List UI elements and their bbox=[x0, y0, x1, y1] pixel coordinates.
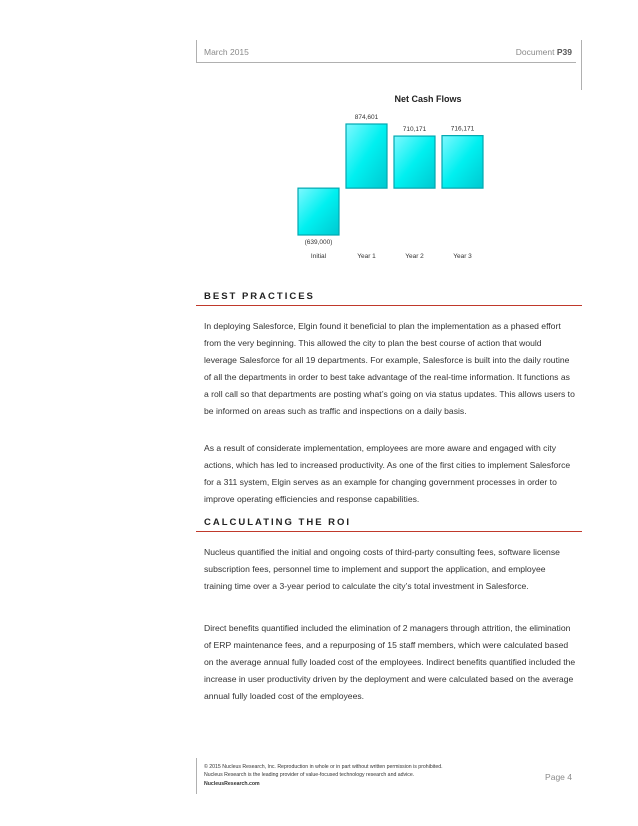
chart-category-label: Year 3 bbox=[453, 253, 472, 260]
header-rule bbox=[196, 62, 576, 63]
footer-tagline: Nucleus Research is the leading provider of value-focused technology research and advice. bbox=[204, 772, 415, 779]
chart-category-label: Year 2 bbox=[405, 253, 424, 260]
section-rule bbox=[196, 531, 582, 532]
header-right-rule bbox=[581, 40, 582, 90]
chart-bar-year-2 bbox=[394, 136, 435, 188]
chart-category-labels bbox=[311, 253, 472, 260]
header-left-rule bbox=[196, 40, 197, 62]
section-heading-calculating-roi: CALCULATING THE ROI bbox=[204, 517, 352, 528]
chart-title: Net Cash Flows bbox=[394, 94, 462, 104]
footer-copyright: © 2015 Nucleus Research, Inc. Reproduction in whole or in part without written permission is prohibited. bbox=[204, 764, 443, 770]
footer-rule bbox=[196, 758, 197, 794]
chart-bar-year-3 bbox=[442, 136, 483, 189]
header-document-number: P39 bbox=[556, 47, 572, 57]
chart-canvas bbox=[270, 88, 530, 268]
chart-data-label: 716,171 bbox=[450, 125, 475, 133]
chart-category-label: Initial bbox=[310, 253, 327, 260]
chart-bar-initial bbox=[298, 188, 339, 235]
header-document-label: Document bbox=[515, 47, 555, 57]
paragraph: Direct benefits quantified included the elimination of 2 managers through attrition, the elimination of ERP maintenance fees, and a repurposing of 15 staff members, which were calculated based on the average annual fully loaded cost of the employees. Indirect benefits quantified included the increase in user productivity driven by the deployment and were calculated based on the average annual fully loaded cost of the employees. bbox=[204, 623, 576, 702]
paragraph: As a result of considerate implementation, employees are more aware and engaged with city actions, which has led to increased productivity. As one of the first cities to implement Salesforce for a 311 system, Elgin serves as an example for changing government processes in order to improve operating efficiencies and response capabilities. bbox=[204, 443, 571, 505]
chart-data-label: 710,171 bbox=[402, 126, 427, 134]
chart-category-label: Year 1 bbox=[357, 253, 376, 260]
net-cash-flows-chart bbox=[270, 88, 530, 268]
chart-data-label: 874,601 bbox=[354, 114, 379, 121]
section-heading-best-practices: BEST PRACTICES bbox=[204, 291, 315, 302]
footer-website-link[interactable]: NucleusResearch.com bbox=[204, 780, 260, 787]
chart-data-label: (639,000) bbox=[304, 239, 333, 246]
page-number: Page 4 bbox=[545, 772, 572, 782]
chart-bar-year-1 bbox=[346, 124, 387, 188]
header-document-id bbox=[516, 47, 572, 57]
footer-text bbox=[204, 763, 504, 788]
header-date: March 2015 bbox=[204, 47, 249, 57]
chart-bars bbox=[298, 124, 483, 235]
paragraph: In deploying Salesforce, Elgin found it beneficial to plan the implementation as a phased effort from the very beginning. This allowed the city to plan the best course of action that would leverage Salesforce for all 19 departments. For example, Salesforce is built into the daily routine of all the departments in order to best take advantage of the real-time information. It functions as a roll call so that departments are posting what’s going on via status updates. This allows users to be informed on areas such as traffic and inspections on a daily basis. bbox=[204, 321, 575, 417]
section-rule bbox=[196, 305, 582, 306]
paragraph: Nucleus quantified the initial and ongoing costs of third-party consulting fees, software license subscription fees, personnel time to implement and support the application, and employee training time over a 3-year period to calculate the city’s total investment in Salesforce. bbox=[204, 547, 560, 592]
